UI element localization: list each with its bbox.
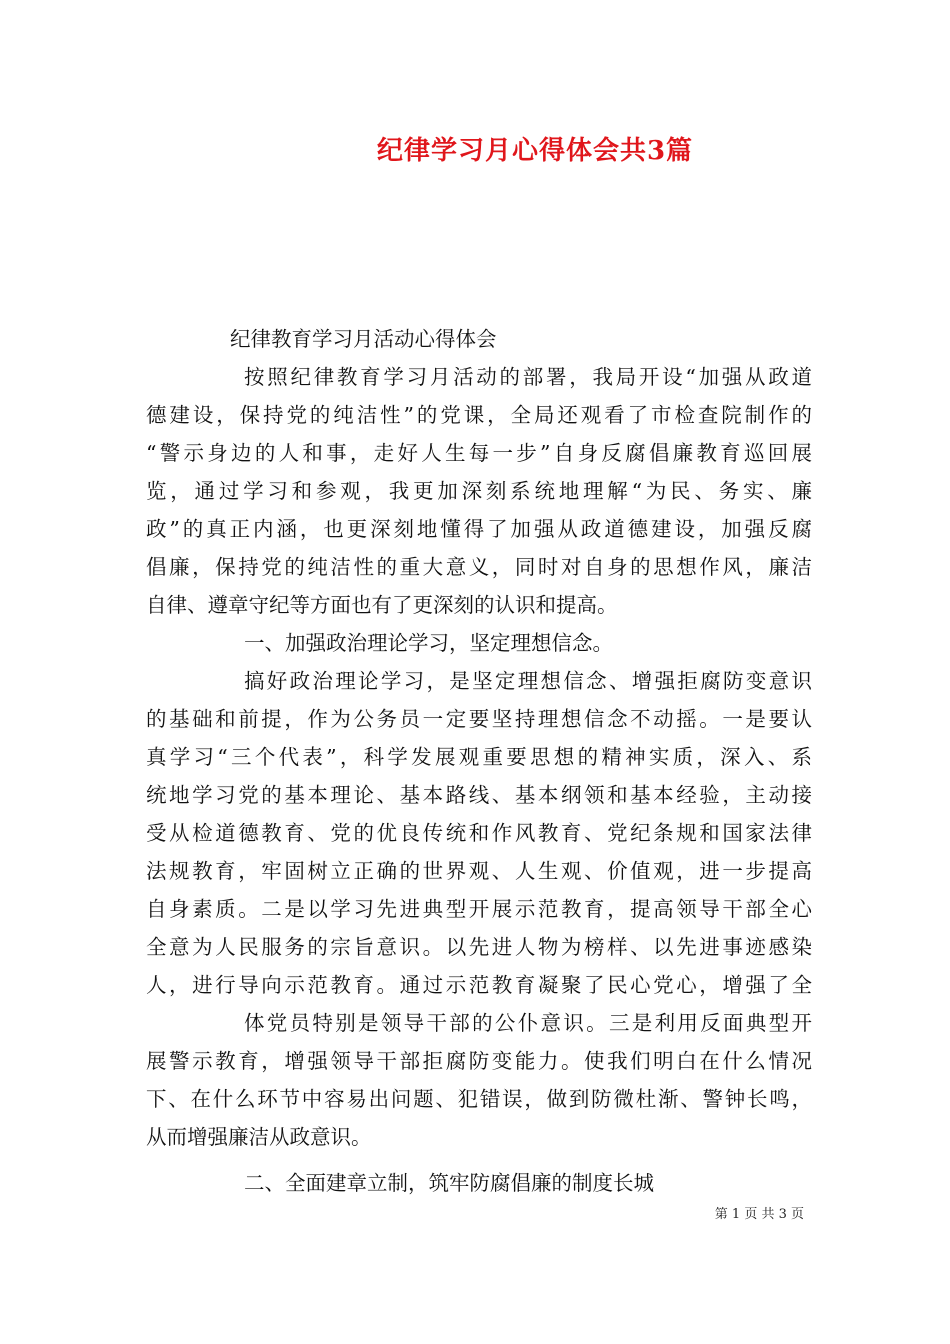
paragraph-line: 体党员特别是领导干部的公仆意识。三是利用反面典型开	[244, 1011, 812, 1035]
document-title: 纪律学习月心得体会共3篇	[376, 136, 694, 166]
paragraph-line: 真学习“三个代表”，科学发展观重要思想的精神实质，深入、系	[146, 745, 812, 769]
spacer	[146, 1156, 812, 1164]
section-subtitle: 纪律教育学习月活动心得体会	[230, 327, 497, 351]
paragraph-line: 统地学习党的基本理论、基本路线、基本纲领和基本经验，主动接	[146, 783, 812, 807]
paragraph-line: 展警示教育，增强领导干部拒腐防变能力。使我们明白在什么情况	[146, 1049, 812, 1073]
paragraph-line: 受从检道德教育、党的优良传统和作风教育、党纪条规和国家法律	[146, 821, 812, 845]
paragraph-line: 览，通过学习和参观，我更加深刻系统地理解“为民、务实、廉	[146, 479, 812, 503]
paragraph-line: 从而增强廉洁从政意识。	[146, 1125, 372, 1149]
paragraph-line: 人，进行导向示范教育。通过示范教育凝聚了民心党心，增强了全	[146, 973, 812, 997]
paragraph-line: 政”的真正内涵，也更深刻地懂得了加强从政道德建设，加强反腐	[146, 517, 812, 541]
paragraph-line: 德建设，保持党的纯洁性”的党课，全局还观看了市检查院制作的	[146, 403, 812, 427]
paragraph-line: 搞好政治理论学习，是坚定理想信念、增强拒腐防变意识	[244, 669, 812, 693]
paragraph-line: 下、在什么环节中容易出问题、犯错误，做到防微杜渐、警钟长鸣，	[146, 1087, 812, 1111]
document-body	[146, 320, 812, 1202]
paragraph-line: 自律、遵章守纪等方面也有了更深刻的认识和提高。	[146, 593, 618, 617]
paragraph-line: “警示身边的人和事，走好人生每一步”自身反腐倡廉教育巡回展	[146, 441, 812, 465]
paragraph-line: 全意为人民服务的宗旨意识。以先进人物为榜样、以先进事迹感染	[146, 935, 812, 959]
section-heading-1: 一、加强政治理论学习，坚定理想信念。	[244, 631, 613, 655]
paragraph-line: 法规教育，牢固树立正确的世界观、人生观、价值观，进一步提高	[146, 859, 812, 883]
paragraph-line: 自身素质。二是以学习先进典型开展示范教育，提高领导干部全心	[146, 897, 812, 921]
paragraph-line: 的基础和前提，作为公务员一定要坚持理想信念不动摇。一是要认	[146, 707, 812, 731]
page-number-footer: 第 1 页 共 3 页	[714, 1207, 804, 1222]
section-heading-2: 二、全面建章立制，筑牢防腐倡廉的制度长城	[244, 1171, 654, 1195]
paragraph-line: 按照纪律教育学习月活动的部署，我局开设“加强从政道	[244, 365, 812, 389]
paragraph-line: 倡廉，保持党的纯洁性的重大意义，同时对自身的思想作风，廉洁	[146, 555, 812, 579]
